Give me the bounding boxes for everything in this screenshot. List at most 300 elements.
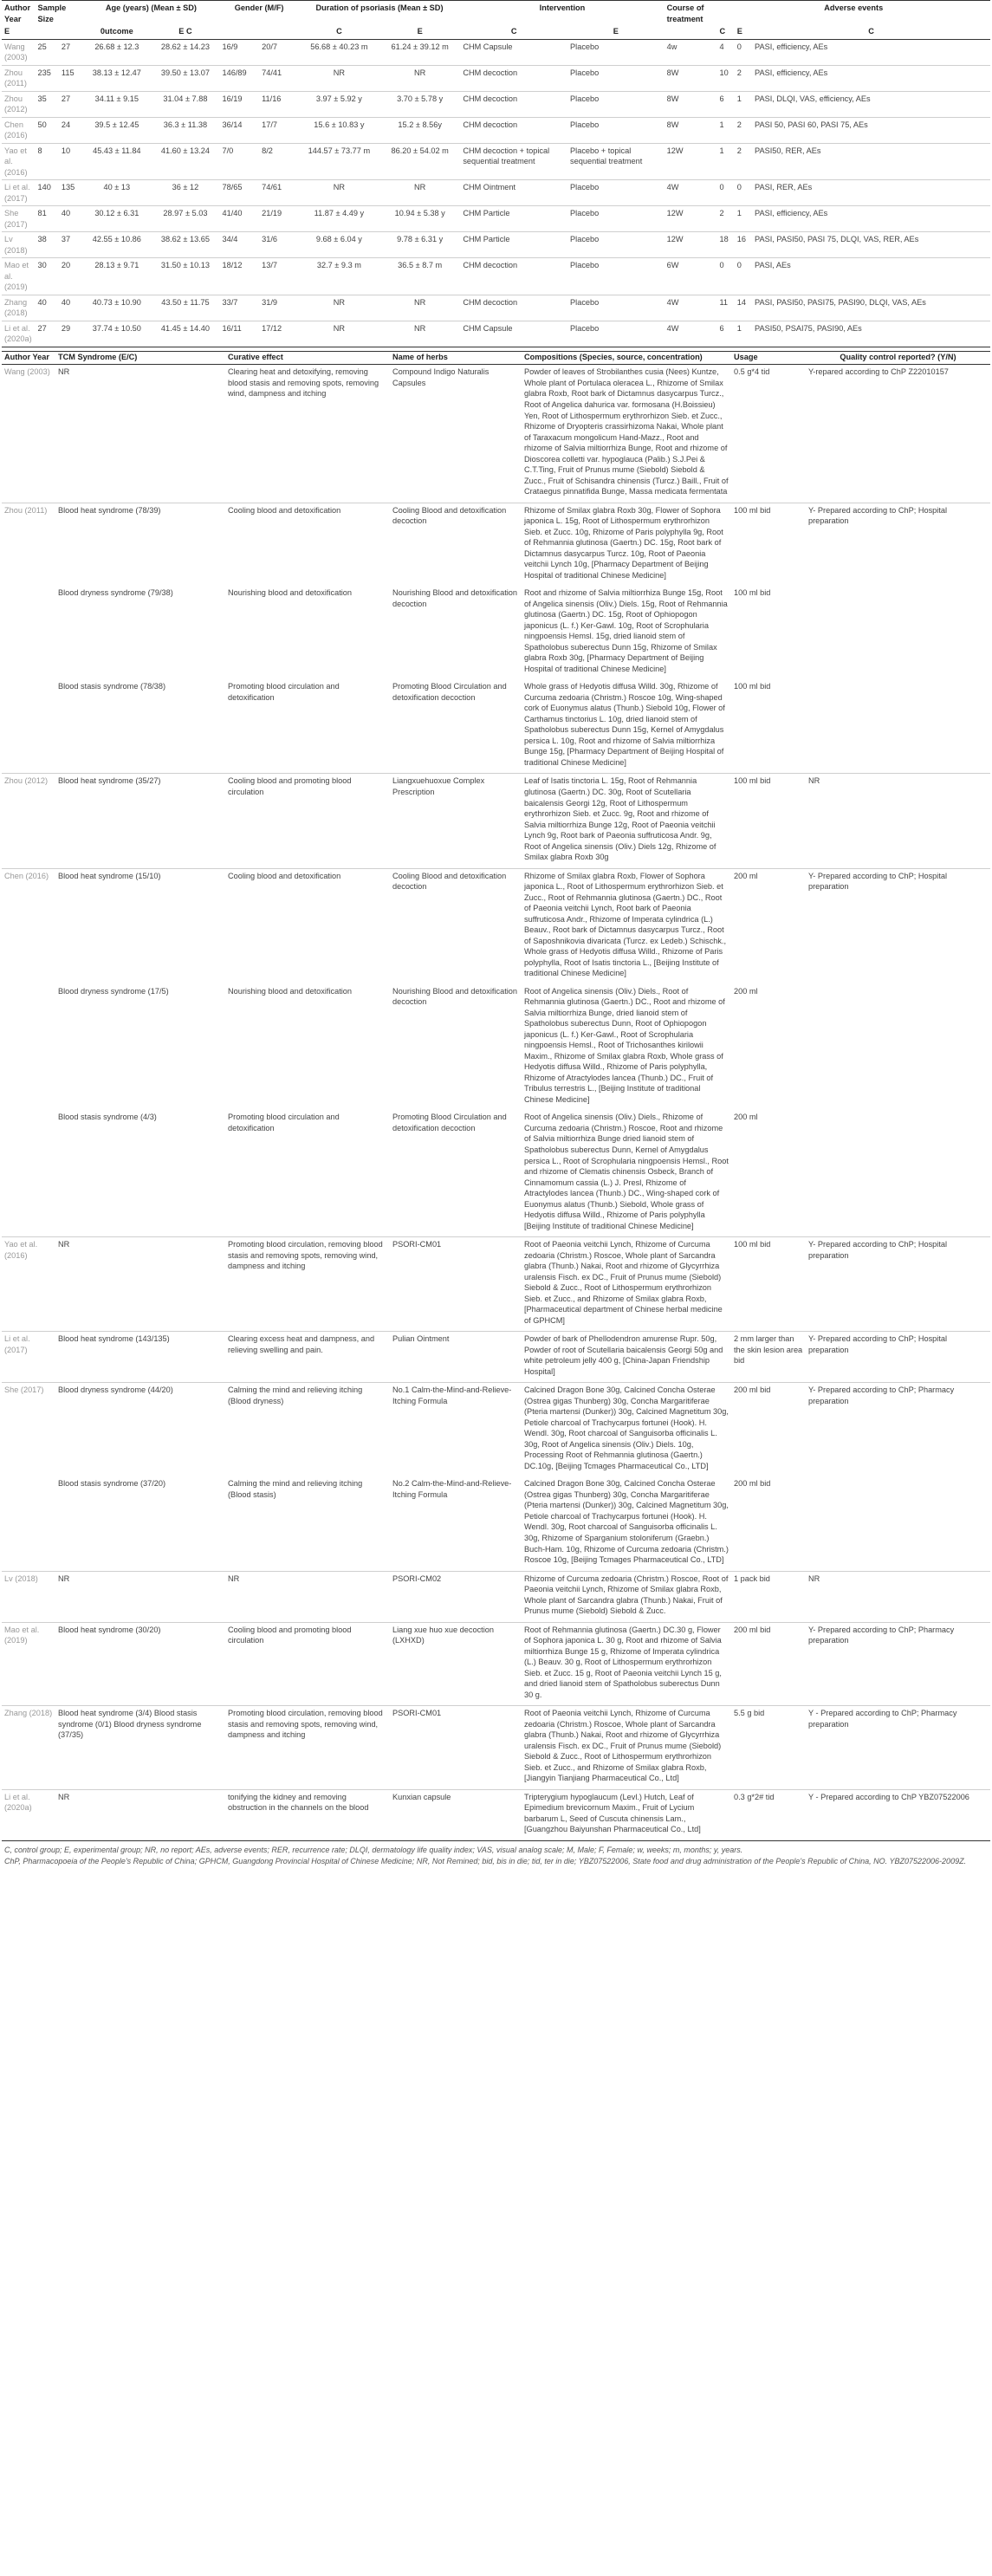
col-gender: Gender (M/F) — [219, 1, 298, 27]
study-row — [2, 91, 990, 117]
gender-c-cell: 20/7 — [259, 39, 299, 65]
sub-intervention-e: E — [567, 26, 665, 39]
formula-row — [2, 984, 990, 1111]
syndrome-cell: NR — [55, 1789, 225, 1840]
composition-cell: Whole grass of Hedyotis diffusa Willd. 30g, Rhizome of Curcuma zedoaria (Christm.) Roscoe 10g, Wing-shaped cork of Euonymus alatus (Thunb.) Siebold 10g, Flower of Carthamus tinctorius L. 10g, dried lianoid stem of Spatholobus suberectus Dunn 15g, Kernel of Amygdalus persica L. 10g, Root and rhizome of Salvia miltiorrhiza Bunge 15g, [Pharmacy Department of Beijing Hospital of traditional Chinese Medicine] — [524, 682, 725, 767]
effect-cell: NR — [225, 1571, 390, 1622]
study-row — [2, 39, 990, 65]
effect-cell: Promoting blood circulation and detoxification — [228, 1113, 340, 1132]
usage-cell: 200 ml bid — [731, 1622, 806, 1706]
course-cell: 12W — [665, 143, 717, 180]
sub-duration-c: C — [299, 26, 379, 39]
duration-c-cell: 61.24 ± 39.12 m — [379, 39, 460, 65]
course-cell: 4W — [665, 321, 717, 347]
col-syndrome: TCM Syndrome (E/C) — [55, 351, 225, 365]
syndrome-cell: Blood heat syndrome (143/135) — [55, 1332, 225, 1383]
course-cell: 4w — [665, 39, 717, 65]
usage-cell: 1 pack bid — [731, 1571, 806, 1622]
ae-count-c-cell: 2 — [735, 117, 752, 143]
outcome-cell: PASI, PASI50, PASI75, PASI90, DLQI, VAS, AEs — [752, 295, 990, 321]
age-e-cell: 40.73 ± 10.90 — [82, 295, 151, 321]
usage-cell: 100 ml bid — [734, 682, 771, 691]
intervention-e-cell: CHM decoction — [460, 295, 567, 321]
herb-name-cell: No.2 Calm-the-Mind-and-Relieve-Itching Formula — [392, 1479, 512, 1499]
herb-name-cell: Pulian Ointment — [390, 1332, 522, 1383]
herb-name-cell: Compound Indigo Naturalis Capsules — [390, 365, 522, 503]
ae-count-c-cell: 0 — [735, 258, 752, 295]
study-row — [2, 117, 990, 143]
gender-c-cell: 17/7 — [259, 117, 299, 143]
gender-c-cell: 11/16 — [259, 91, 299, 117]
formula-row — [2, 1476, 990, 1571]
quality-cell: Y- Prepared according to ChP; Hospital preparation — [806, 868, 990, 984]
herb-name-cell: Liangxuehuoxue Complex Prescription — [390, 774, 522, 868]
ae-count-c-cell: 0 — [735, 39, 752, 65]
intervention-c-cell: Placebo — [567, 232, 665, 258]
author-cell: Zhou (2011) — [2, 65, 36, 91]
effect-cell: Nourishing blood and detoxification — [228, 986, 353, 996]
course-cell: 4W — [665, 180, 717, 206]
formula-row — [2, 774, 990, 868]
age-c-cell: 41.60 ± 13.24 — [151, 143, 219, 180]
sample-c-cell: 135 — [59, 180, 82, 206]
formula-row — [2, 679, 990, 774]
intervention-e-cell: CHM decoction — [460, 117, 567, 143]
col-duration: Duration of psoriasis (Mean ± SD) — [299, 1, 461, 27]
age-c-cell: 41.45 ± 14.40 — [151, 321, 219, 347]
gender-e-cell: 18/12 — [219, 258, 259, 295]
composition-cell: Rhizome of Smilax glabra Roxb, Flower of Sophora japonica L., Root of Lithospermum erythrorhizon Sieb. et Zucc., Root of Rehmannia glutinosa (Gaertn.) DC., Root of Paeonia veitchii Lynch, Root bark of Paeonia suffruticosa Andr., Rhizome of Imperata cylindrica (L.) Beauv., Root bark of Dictamnus dasycarpus Turcz., Root of Saposhnikovia divaricata (Turcz. ex Ledeb.) Schischk., Whole grass of Hedyotis diffusa Willd., Rhizome of Paris polyphylla, Root of Isatis tinctoria L., [Beijing Institute of traditional Chinese Medicine] — [522, 868, 731, 984]
duration-e-cell: NR — [299, 295, 379, 321]
gender-e-cell: 34/4 — [219, 232, 259, 258]
col-compositions: Compositions (Species, source, concentration) — [522, 351, 731, 365]
footnote-abbreviations: C, control group; E, experimental group; NR, no report; AEs, adverse events; RER, recurrence rate; DLQI, dermatology life quality index; VAS, visual analog scale; M, Male; F, Female; w, weeks; m, months; y, years. — [4, 1845, 743, 1854]
intervention-c-cell: Placebo — [567, 180, 665, 206]
author-cell: Chen (2016) — [2, 117, 36, 143]
formula-row — [2, 868, 990, 984]
study-row — [2, 232, 990, 258]
formula-row — [2, 1383, 990, 1477]
author-cell: Chen (2016) — [2, 868, 55, 984]
author-cell: Yao et al. (2016) — [2, 143, 36, 180]
herb-name-cell: Nourishing Blood and detoxification decoction — [392, 986, 518, 1007]
sample-c-cell: 10 — [59, 143, 82, 180]
syndrome-cell: NR — [55, 1571, 225, 1622]
composition-cell: Root of Paeonia veitchii Lynch, Rhizome of Curcuma zedoaria (Christm.) Roscoe, Whole plant of Sarcandra glabra (Thunb.) Nakai, Root and rhizome of Glycyrrhiza uralensis Fisch. ex DC., Fruit of Prunus mume (Siebold) Siebold & Zucc., Root of Lithospermum erythrorhizon Sieb. et Zucc., and Rhizome of Smilax glabra Roxb, [Pharmaceutical department of Chinese herbal medicine of GPHCM] — [522, 1237, 731, 1332]
syndrome-cell: Blood stasis syndrome (37/20) — [58, 1479, 166, 1489]
herb-name-cell: Kunxian capsule — [390, 1789, 522, 1840]
quality-cell: Y- Prepared according to ChP; Pharmacy preparation — [806, 1622, 990, 1706]
age-c-cell: 28.62 ± 14.23 — [151, 39, 219, 65]
intervention-e-cell: CHM Capsule — [460, 321, 567, 347]
ae-count-c-cell: 1 — [735, 206, 752, 232]
herb-name-cell: Promoting Blood Circulation and detoxification decoction — [392, 682, 507, 702]
syndrome-cell: Blood stasis syndrome (78/38) — [58, 682, 166, 691]
herb-name-cell: Cooling Blood and detoxification decoction — [390, 503, 522, 586]
duration-c-cell: 10.94 ± 5.38 y — [379, 206, 460, 232]
author-cell — [2, 984, 55, 1111]
col-herbs: Name of herbs — [390, 351, 522, 365]
gender-c-cell: 13/7 — [259, 258, 299, 295]
gender-e-cell: 78/65 — [219, 180, 259, 206]
intervention-c-cell: Placebo — [567, 295, 665, 321]
author-cell: Wang (2003) — [2, 365, 55, 503]
author-cell — [2, 586, 55, 679]
ae-count-e-cell: 6 — [716, 91, 734, 117]
effect-cell: Cooling blood and promoting blood circulation — [225, 774, 390, 868]
syndrome-cell: Blood dryness syndrome (79/38) — [58, 588, 173, 598]
duration-c-cell: NR — [379, 295, 460, 321]
composition-cell: Root of Angelica sinensis (Oliv.) Diels., Rhizome of Curcuma zedoaria (Christm.) Roscoe, Root and rhizome of Salvia miltiorrhiza Bunge dried lianoid stem of Spatholobus suberectus Dunn, Kernel of Amygdalus persica L., Root of Scrophularia ningpoensis Hemsl., Root and rhizome of Clematis chinensis Osbeck, Branch of Cinnamomum cassia (L.) J. Presl, Rhizome of Atractylodes lancea (Thunb.) DC., Wing-shaped cork of Euonymus alatus (Thunb.) Siebold, Whole grass of Hedyotis diffusa Willd., Rhizome of Paris polyphylla [Beijing Institute of traditional Chinese Medicine] — [524, 1113, 729, 1230]
sample-c-cell: 29 — [59, 321, 82, 347]
table-footnotes — [2, 1840, 990, 1871]
study-row — [2, 295, 990, 321]
sub-author-e: E — [2, 26, 36, 39]
ae-count-e-cell: 1 — [716, 143, 734, 180]
herbal-composition-table — [2, 351, 990, 1840]
col-author-year: Author Year — [2, 1, 36, 27]
sub-adverse-c: C — [752, 26, 990, 39]
outcome-cell: PASI, efficiency, AEs — [752, 65, 990, 91]
syndrome-cell: Blood heat syndrome (78/39) — [55, 503, 225, 586]
gender-c-cell: 17/12 — [259, 321, 299, 347]
composition-cell: Calcined Dragon Bone 30g, Calcined Concha Osterae (Ostrea gigas Thunberg) 30g, Concha Margaritiferae (Pteria martensi (Dunker)) 30g, Calcined Magnetitum 30g, Petiole charcoal of Trachycarpus fortunei (Hook). H. Wendl. 30g, Root charcoal of Sanguisorba officinalis L. 30g, Root of Angelica sinensis (Oliv.) Diels. 10g, Processing Root of Rehmannia glutinosa (Gaertn.) DC.10g, [Beijing Tcmages Pharmaceutical Co., LTD] — [522, 1383, 731, 1477]
herb-name-cell: Liang xue huo xue decoction (LXHXD) — [390, 1622, 522, 1706]
composition-cell: Root of Angelica sinensis (Oliv.) Diels., Root of Rehmannia glutinosa (Gaertn.) DC., Root and rhizome of Salvia miltiorrhiza Bunge, dried lianoid stem of Spatholobus suberectus Dunn, Root of Ophiopogon japonicus (L. f.) Ker-Gawl., Root of Scrophularia ningpoensis Hemsl., Root of Trichosanthes kirilowii Maxim., Rhizome of Smilax glabra Roxb, Whole grass of Hedyotis diffusa Willd., Rhizome of Paris polyphylla, Rhizome of Atractylodes lancea (Thunb.) DC., Fruit of Tribulus terrestris L., [Beijing Institute of traditional Chinese Medicine] — [524, 986, 725, 1104]
ae-count-c-cell: 14 — [735, 295, 752, 321]
sub-age-ec: E C — [151, 26, 219, 39]
sample-c-cell: 20 — [59, 258, 82, 295]
sub-intervention-c: C — [460, 26, 567, 39]
herb-name-cell: PSORI-CM01 — [390, 1237, 522, 1332]
usage-cell: 2 mm larger than the skin lesion area bid — [731, 1332, 806, 1383]
effect-cell: Nourishing blood and detoxification — [228, 588, 353, 598]
quality-cell — [806, 586, 990, 679]
formula-row — [2, 1332, 990, 1383]
usage-cell: 100 ml bid — [731, 774, 806, 868]
herb-name-cell: PSORI-CM02 — [390, 1571, 522, 1622]
duration-c-cell: 36.5 ± 8.7 m — [379, 258, 460, 295]
formula-row — [2, 1237, 990, 1332]
footnote-sources: ChP, Pharmacopoeia of the People's Republic of China; GPHCM, Guangdong Provincial Hospital of Chinese Medicine; NR, Not Remined; bid, bis in die; tid, ter in die; YBZ07522006, State food and drug administration of the People's Republic of China, NO. YBZ07522006-2009Z. — [4, 1856, 967, 1865]
duration-e-cell: NR — [299, 321, 379, 347]
intervention-e-cell: CHM decoction + topical sequential treatment — [460, 143, 567, 180]
age-e-cell: 42.55 ± 10.86 — [82, 232, 151, 258]
formula-row — [2, 365, 990, 503]
gender-e-cell: 33/7 — [219, 295, 259, 321]
gender-c-cell: 31/6 — [259, 232, 299, 258]
composition-cell: Rhizome of Curcuma zedoaria (Christm.) Roscoe, Root of Paeonia veitchii Lynch, Rhizome of Smilax glabra Roxb, Whole plant of Sarcandra glabra (Thunb.) Nakai, Fruit of Prunus mume (Siebold) Siebold & Zucc. — [522, 1571, 731, 1622]
intervention-e-cell: CHM Capsule — [460, 39, 567, 65]
intervention-e-cell: CHM Ointment — [460, 180, 567, 206]
author-cell: Mao et al. (2019) — [2, 1622, 55, 1706]
quality-cell: Y- Prepared according to ChP; Hospital preparation — [806, 1237, 990, 1332]
quality-cell: Y - Prepared according to ChP; Pharmacy preparation — [806, 1706, 990, 1790]
author-cell: She (2017) — [2, 206, 36, 232]
course-cell: 8W — [665, 91, 717, 117]
duration-c-cell: NR — [379, 65, 460, 91]
duration-e-cell: 3.97 ± 5.92 y — [299, 91, 379, 117]
intervention-e-cell: CHM decoction — [460, 91, 567, 117]
ae-count-e-cell: 18 — [716, 232, 734, 258]
sample-e-cell: 27 — [36, 321, 59, 347]
age-e-cell: 39.5 ± 12.45 — [82, 117, 151, 143]
gender-e-cell: 16/19 — [219, 91, 259, 117]
author-cell: Li et al. (2017) — [2, 1332, 55, 1383]
quality-cell: Y-repared according to ChP Z22010157 — [806, 365, 990, 503]
composition-cell: Root and rhizome of Salvia miltiorrhiza Bunge 15g, Root of Angelica sinensis (Oliv.) Diels. 15g, Root of Rehmannia glutinosa (Gaertn.) DC. 15g, Root of Ophiopogon japonicus (L. f.) Ker-Gawl. 10g, Root of Scrophularia ningpoensis Hemsl. 15g, dried lianoid stem of Spatholobus suberectus Dunn 15g, Rhizome of Smilax glabra Roxb 30g, [Pharmacy Department of Beijing Hospital of traditional Chinese Medicine] — [524, 588, 728, 673]
outcome-cell: PASI 50, PASI 60, PASI 75, AEs — [752, 117, 990, 143]
sample-e-cell: 38 — [36, 232, 59, 258]
age-c-cell: 31.04 ± 7.88 — [151, 91, 219, 117]
sub-course-c: C — [716, 26, 734, 39]
col-effect: Curative effect — [225, 351, 390, 365]
gender-c-cell: 8/2 — [259, 143, 299, 180]
herb-name-cell: Nourishing Blood and detoxification decoction — [392, 588, 518, 608]
usage-cell: 200 ml bid — [734, 1479, 771, 1489]
effect-cell: Cooling blood and detoxification — [225, 503, 390, 586]
author-cell: Li et al. (2020a) — [2, 321, 36, 347]
outcome-cell: PASI, PASI50, PASI 75, DLQI, VAS, RER, AEs — [752, 232, 990, 258]
sample-e-cell: 40 — [36, 295, 59, 321]
duration-e-cell: 11.87 ± 4.49 y — [299, 206, 379, 232]
effect-cell: Promoting blood circulation, removing blood stasis and removing spots, removing wind, dampness and itching — [225, 1237, 390, 1332]
formula-row — [2, 1789, 990, 1840]
sub-duration-e: E — [379, 26, 460, 39]
ae-count-e-cell: 10 — [716, 65, 734, 91]
intervention-e-cell: CHM Particle — [460, 232, 567, 258]
syndrome-cell: Blood stasis syndrome (4/3) — [58, 1113, 157, 1122]
usage-cell: 200 ml — [734, 986, 758, 996]
sample-c-cell: 115 — [59, 65, 82, 91]
age-e-cell: 34.11 ± 9.15 — [82, 91, 151, 117]
ae-count-c-cell: 1 — [735, 321, 752, 347]
outcome-cell: PASI, efficiency, AEs — [752, 39, 990, 65]
quality-cell: Y- Prepared according to ChP; Hospital preparation — [806, 503, 990, 586]
sample-e-cell: 25 — [36, 39, 59, 65]
intervention-c-cell: Placebo — [567, 39, 665, 65]
composition-cell: Rhizome of Smilax glabra Roxb 30g, Flower of Sophora japonica L. 15g, Root of Lithospermum erythrorhizon Sieb. et Zucc. 10g, Rhizome of Paris polyphylla 9g, Root of Rehmannia glutinosa (Gaertn.) DC. 15g, Root bark of Dictamnus dasycarpus Turcz. 10g, Root of Paeonia veitchii Lynch 10g, [Pharmacy Department of Beijing Hospital of traditional Chinese Medicine] — [522, 503, 731, 586]
intervention-c-cell: Placebo — [567, 206, 665, 232]
formula-row — [2, 503, 990, 586]
usage-cell: 200 ml — [734, 1113, 758, 1122]
study-row — [2, 321, 990, 347]
author-cell: Mao et al. (2019) — [2, 258, 36, 295]
study-row — [2, 180, 990, 206]
duration-c-cell: 86.20 ± 54.02 m — [379, 143, 460, 180]
ae-count-e-cell: 6 — [716, 321, 734, 347]
composition-cell: Calcined Dragon Bone 30g, Calcined Concha Osterae (Ostrea gigas Thunberg) 30g, Concha Margaritiferae (Pteria martensi (Dunker)) 30g, Calcined Magnetitum 30g, Petiole charcoal of Trachycarpus fortunei (Hook). H. Wendl. 30g, Root charcoal of Sanguisorba officinalis L. 30g, Rhizome of Sparganium stoloniferum (Graebn.) Buch-Ham. 10g, Rhizome of Curcuma zedoaria (Christm.) Roscoe 10g, [Beijing Tcmages Pharmaceutical Co., LTD] — [524, 1479, 729, 1565]
composition-cell: Leaf of Isatis tinctoria L. 15g, Root of Rehmannia glutinosa (Gaertn.) DC. 30g, Root of Scutellaria baicalensis Georgi 12g, Root of Lithospermum erythrorhizon Sieb. et Zucc. 9g, Root and rhizome of Salvia miltiorrhiza Bunge 12g, Root of Paeonia veitchii Lynch 9g, Root bark of Paeonia suffruticosa Andr. 9g, Root of Angelica sinensis (Oliv.) Diels 12g, Rhizome of Smilax glabra Roxb 30g — [522, 774, 731, 868]
ae-count-c-cell: 16 — [735, 232, 752, 258]
age-e-cell: 28.13 ± 9.71 — [82, 258, 151, 295]
intervention-e-cell: CHM decoction — [460, 65, 567, 91]
syndrome-cell: Blood heat syndrome (3/4) Blood stasis syndrome (0/1) Blood dryness syndrome (37/35) — [55, 1706, 225, 1790]
duration-c-cell: 3.70 ± 5.78 y — [379, 91, 460, 117]
age-e-cell: 40 ± 13 — [82, 180, 151, 206]
duration-c-cell: NR — [379, 321, 460, 347]
col-adverse: Adverse events — [716, 1, 990, 27]
col-intervention: Intervention — [460, 1, 664, 27]
effect-cell: tonifying the kidney and removing obstruction in the channels on the blood — [225, 1789, 390, 1840]
gender-c-cell: 21/19 — [259, 206, 299, 232]
composition-cell: Tripterygium hypoglaucum (Levl.) Hutch, Leaf of Epimedium brevicornum Maxim., Fruit of Lycium barbarum L, Seed of Cuscuta chinensis Lam., [Guangzhou Baiyunshan Pharmaceutical Co., Ltd] — [522, 1789, 731, 1840]
outcome-cell: PASI, efficiency, AEs — [752, 206, 990, 232]
syndrome-cell: Blood heat syndrome (15/10) — [55, 868, 225, 984]
sample-e-cell: 50 — [36, 117, 59, 143]
composition-cell: Powder of leaves of Strobilanthes cusia (Nees) Kuntze, Whole plant of Portulaca oleracea L., Rhizome of Smilax glabra Roxb, Root bark of Dictamnus dasycarpus Turcz., Root of Angelica dahurica var. formosana (H.Boissieu) Yen, Root of Lithospermum erythrorhizon Sieb. et Zucc., Rhizome of Dryopteris crassirhizoma Nakai, Whole plant of Taraxacum mongolicum Hand-Mazz., Root and rhizome of Salvia miltiorrhiza Bunge, Root and rhizome of Dioscorea colletti var. hypoglauca (Palib.) S.J.Pei & C.T.Ting, Fruit of Prunus mume (Siebold) Siebold & Zucc., Fruit of Schisandra chinensis (Turcz.) Baill., Fruit of Crataegus pinnatifida Bunge, Massa medicata fermentata — [522, 365, 731, 503]
sample-e-cell: 35 — [36, 91, 59, 117]
ae-count-c-cell: 1 — [735, 91, 752, 117]
quality-cell: Y- Prepared according to ChP; Hospital preparation — [806, 1332, 990, 1383]
course-cell: 8W — [665, 117, 717, 143]
ae-count-c-cell: 0 — [735, 180, 752, 206]
duration-e-cell: 144.57 ± 73.77 m — [299, 143, 379, 180]
intervention-e-cell: CHM decoction — [460, 258, 567, 295]
course-cell: 8W — [665, 65, 717, 91]
intervention-c-cell: Placebo — [567, 321, 665, 347]
syndrome-cell: NR — [55, 365, 225, 503]
duration-e-cell: NR — [299, 65, 379, 91]
effect-cell: Promoting blood circulation, removing blood stasis and removing spots, removing wind, dampness and itching — [225, 1706, 390, 1790]
age-c-cell: 43.50 ± 11.75 — [151, 295, 219, 321]
age-c-cell: 38.62 ± 13.65 — [151, 232, 219, 258]
outcome-cell: PASI, AEs — [752, 258, 990, 295]
usage-cell: 5.5 g bid — [731, 1706, 806, 1790]
author-cell: Li et al. (2020a) — [2, 1789, 55, 1840]
formula-row — [2, 586, 990, 679]
age-c-cell: 36 ± 12 — [151, 180, 219, 206]
age-c-cell: 39.50 ± 13.07 — [151, 65, 219, 91]
intervention-c-cell: Placebo — [567, 65, 665, 91]
usage-cell: 100 ml bid — [731, 503, 806, 586]
author-cell: Zhou (2012) — [2, 774, 55, 868]
sample-c-cell: 40 — [59, 295, 82, 321]
effect-cell: Cooling blood and promoting blood circulation — [225, 1622, 390, 1706]
syndrome-cell: Blood heat syndrome (30/20) — [55, 1622, 225, 1706]
syndrome-cell: Blood dryness syndrome (17/5) — [58, 986, 169, 996]
sample-c-cell: 27 — [59, 91, 82, 117]
author-cell: Zhang (2018) — [2, 295, 36, 321]
gender-c-cell: 74/41 — [259, 65, 299, 91]
sample-e-cell: 8 — [36, 143, 59, 180]
characteristics-table — [2, 0, 990, 347]
author-cell: Yao et al. (2016) — [2, 1237, 55, 1332]
col-course: Course of treatment — [665, 1, 717, 27]
sample-e-cell: 81 — [36, 206, 59, 232]
col-author-year-2: Author Year — [2, 351, 55, 365]
usage-cell: 200 ml — [731, 868, 806, 984]
usage-cell: 200 ml bid — [731, 1383, 806, 1477]
intervention-c-cell: Placebo + topical sequential treatment — [567, 143, 665, 180]
duration-e-cell: 15.6 ± 10.83 y — [299, 117, 379, 143]
age-c-cell: 36.3 ± 11.38 — [151, 117, 219, 143]
composition-cell: Root of Rehmannia glutinosa (Gaertn.) DC.30 g, Flower of Sophora japonica L. 30 g, Root and rhizome of Salvia miltiorrhiza Bunge 15 g, Rhizome of Imperata cylindrica (L.) Beauv. 30 g, Root of Lithospermum erythrorhizon Sieb. et Zucc. 15 g, Root of Paeonia veitchii Lynch 15 g, and dried lianoid stem of Spatholobus suberectus Dunn 30 g. — [522, 1622, 731, 1706]
duration-e-cell: 9.68 ± 6.04 y — [299, 232, 379, 258]
intervention-c-cell: Placebo — [567, 258, 665, 295]
composition-cell: Root of Paeonia veitchii Lynch, Rhizome of Curcuma zedoaria (Christm.) Roscoe, Whole plant of Sarcandra glabra (Thunb.) Nakai, Root and rhizome of Glycyrrhiza uralensis Fisch. ex DC., Fruit of Prunus mume (Siebold) Siebold & Zucc., Root of Lithospermum erythrorhizon Sieb. et Zucc., and Rhizome of Smilax glabra Roxb, [Jiangyin Tianjiang Pharmaceutical Co., Ltd] — [522, 1706, 731, 1790]
age-e-cell: 26.68 ± 12.3 — [82, 39, 151, 65]
sub-age-outcome: 0utcome — [82, 26, 151, 39]
author-cell: Lv (2018) — [2, 232, 36, 258]
age-e-cell: 45.43 ± 11.84 — [82, 143, 151, 180]
intervention-e-cell: CHM Particle — [460, 206, 567, 232]
author-cell — [2, 1110, 55, 1236]
usage-cell: 0.3 g*2# tid — [731, 1789, 806, 1840]
sample-e-cell: 30 — [36, 258, 59, 295]
duration-e-cell: 32.7 ± 9.3 m — [299, 258, 379, 295]
author-cell: She (2017) — [2, 1383, 55, 1477]
age-c-cell: 31.50 ± 10.13 — [151, 258, 219, 295]
age-e-cell: 30.12 ± 6.31 — [82, 206, 151, 232]
effect-cell: Calming the mind and relieving itching (Blood dryness) — [225, 1383, 390, 1477]
author-cell: Wang (2003) — [2, 39, 36, 65]
herb-name-cell: PSORI-CM01 — [390, 1706, 522, 1790]
gender-e-cell: 146/89 — [219, 65, 259, 91]
herb-name-cell: No.1 Calm-the-Mind-and-Relieve-Itching Formula — [390, 1383, 522, 1477]
ae-count-e-cell: 4 — [716, 39, 734, 65]
outcome-cell: PASI, RER, AEs — [752, 180, 990, 206]
table2-header-row — [2, 351, 990, 365]
sample-c-cell: 40 — [59, 206, 82, 232]
sample-c-cell: 37 — [59, 232, 82, 258]
gender-c-cell: 74/61 — [259, 180, 299, 206]
outcome-cell: PASI, DLQI, VAS, efficiency, AEs — [752, 91, 990, 117]
duration-c-cell: 15.2 ± 8.56y — [379, 117, 460, 143]
herb-name-cell: Promoting Blood Circulation and detoxification decoction — [392, 1113, 507, 1132]
ae-count-c-cell: 2 — [735, 143, 752, 180]
gender-c-cell: 31/9 — [259, 295, 299, 321]
quality-cell — [806, 1476, 990, 1571]
quality-cell: Y- Prepared according to ChP; Pharmacy preparation — [806, 1383, 990, 1477]
col-age: Age (years) (Mean ± SD) — [82, 1, 219, 27]
intervention-c-cell: Placebo — [567, 117, 665, 143]
author-cell: Zhou (2011) — [2, 503, 55, 586]
formula-row — [2, 1110, 990, 1236]
ae-count-c-cell: 2 — [735, 65, 752, 91]
formula-row — [2, 1571, 990, 1622]
gender-e-cell: 16/9 — [219, 39, 259, 65]
table1-header-row — [2, 1, 990, 27]
ae-count-e-cell: 0 — [716, 258, 734, 295]
study-row — [2, 65, 990, 91]
author-cell — [2, 679, 55, 774]
formula-row — [2, 1706, 990, 1790]
sub-course-e: E — [735, 26, 752, 39]
study-row — [2, 143, 990, 180]
table1-subheader-row — [2, 26, 990, 39]
gender-e-cell: 7/0 — [219, 143, 259, 180]
outcome-cell: PASI50, PSAI75, PASI90, AEs — [752, 321, 990, 347]
usage-cell: 100 ml bid — [731, 1237, 806, 1332]
formula-row — [2, 1622, 990, 1706]
age-e-cell: 37.74 ± 10.50 — [82, 321, 151, 347]
usage-cell: 0.5 g*4 tid — [731, 365, 806, 503]
duration-e-cell: 56.68 ± 40.23 m — [299, 39, 379, 65]
quality-cell: NR — [806, 774, 990, 868]
quality-cell — [806, 1110, 990, 1236]
course-cell: 12W — [665, 206, 717, 232]
ae-count-e-cell: 11 — [716, 295, 734, 321]
course-cell: 12W — [665, 232, 717, 258]
sample-e-cell: 140 — [36, 180, 59, 206]
quality-cell: NR — [806, 1571, 990, 1622]
effect-cell: Cooling blood and detoxification — [225, 868, 390, 984]
sample-c-cell: 27 — [59, 39, 82, 65]
outcome-cell: PASI50, RER, AEs — [752, 143, 990, 180]
study-row — [2, 258, 990, 295]
effect-cell: Promoting blood circulation and detoxification — [228, 682, 340, 702]
